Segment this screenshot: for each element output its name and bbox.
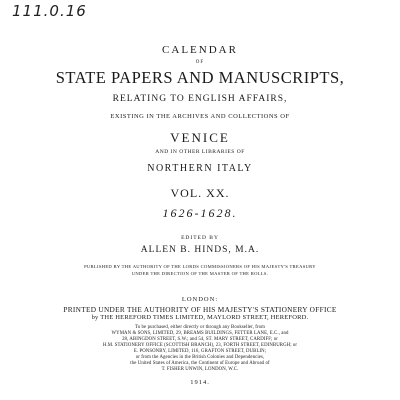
imprint-printer: by THE HEREFORD TIMES LIMITED, MAYLORD STREET, HEREFORD. xyxy=(91,314,309,321)
purchase-line: E. PONSONBY, LIMITED, 116, GRAFTON STREET, DUBLIN; xyxy=(133,349,267,354)
imprint-city: LONDON: xyxy=(181,296,219,303)
title-state-papers: STATE PAPERS AND MANUSCRIPTS, xyxy=(55,68,345,87)
volume-years: 1626-1628. xyxy=(162,206,238,220)
title-northern-italy: NORTHERN ITALY xyxy=(147,163,253,174)
purchase-line: 28, ABINGDON STREET, S.W.; and 54, ST. MARY STREET, CARDIFF; or xyxy=(122,337,278,342)
purchase-line: or from the Agencies in the British Colonies and Dependencies, xyxy=(135,355,265,360)
editor-name: ALLEN B. HINDS, M.A. xyxy=(140,245,260,255)
authority-line-1: PUBLISHED BY THE AUTHORITY OF THE LORDS COMMISSIONERS OF HIS MAJESTY'S TREASURY xyxy=(84,264,316,269)
title-relating: RELATING TO ENGLISH AFFAIRS, xyxy=(112,94,288,104)
purchase-line: To be purchased, either directly or through any Bookseller, from xyxy=(135,325,265,330)
volume-number: VOL. XX. xyxy=(170,186,230,200)
title-other-libraries: AND IN OTHER LIBRARIES OF xyxy=(155,149,245,155)
imprint-printed: PRINTED UNDER THE AUTHORITY OF HIS MAJESTY'S STATIONERY OFFICE xyxy=(63,305,337,314)
purchase-line: T. FISHER UNWIN, LONDON, W.C. xyxy=(161,367,239,372)
purchase-line: H.M. STATIONERY OFFICE (SCOTTISH BRANCH), 23, FORTH STREET, EDINBURGH; or xyxy=(102,343,298,348)
title-venice: VENICE xyxy=(170,130,230,145)
title-calendar: CALENDAR xyxy=(162,44,238,56)
title-of: OF xyxy=(195,60,205,65)
title-existing: EXISTING IN THE ARCHIVES AND COLLECTIONS OF xyxy=(110,113,290,120)
handwritten-shelfmark: 111.0.16 xyxy=(12,2,87,20)
imprint-year: 1914. xyxy=(190,379,210,386)
edited-by-label: EDITED BY xyxy=(181,235,219,241)
purchase-line: WYMAN & SONS, LIMITED, 29, BREAMS BUILDINGS, FETTER LANE, E.C., and xyxy=(111,331,289,336)
authority-line-2: UNDER THE DIRECTION OF THE MASTER OF THE ROLLS. xyxy=(131,271,269,276)
purchase-line: the United States of America, the Continent of Europe and Abroad of xyxy=(130,361,270,366)
